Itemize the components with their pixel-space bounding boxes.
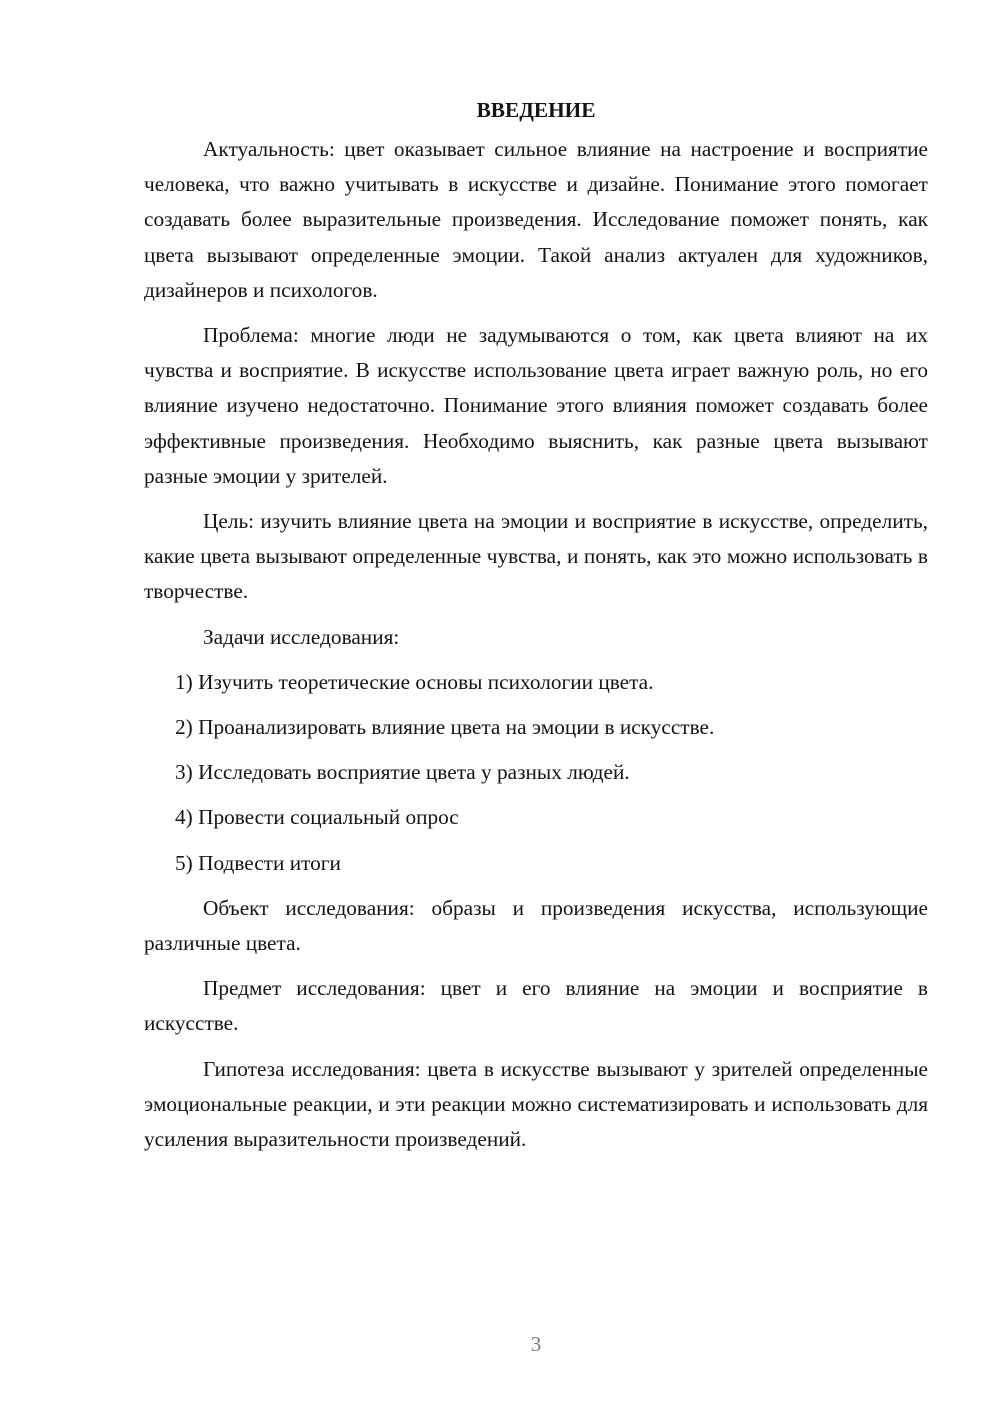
list-item: 4) Провести социальный опрос xyxy=(175,805,459,830)
list-item: 5) Подвести итоги xyxy=(175,850,341,875)
paragraph-relevance: Актуальность: цвет оказывает сильное влияние на настроение и восприятие человека, что важно учитывать в искусстве и дизайне. Понимание этого помогает создавать более выразительные произведения. Исследование поможет понять, как цвета вызывают определенные эмоции. Такой анализ актуален для художников, дизайнеров и психологов. xyxy=(144,137,928,302)
paragraph-object: Объект исследования: образы и произведения искусства, использующие различные цвета. xyxy=(144,895,928,956)
paragraph-hypothesis: Гипотеза исследования: цвета в искусстве вызывают у зрителей определенные эмоциональные реакции, и эти реакции можно систематизировать и использовать для усиления выразительности произведений. xyxy=(144,1056,928,1152)
list-item: 1) Изучить теоретические основы психологии цвета. xyxy=(175,669,654,694)
list-item: 3) Исследовать восприятие цвета у разных людей. xyxy=(175,760,630,785)
page-number: 3 xyxy=(530,1332,542,1356)
paragraph-problem: Проблема: многие люди не задумываются о том, как цвета влияют на их чувства и восприятие. В искусстве использование цвета играет важную роль, но его влияние изучено недостаточно. Понимание этого влияния поможет создавать более эффективные произведения. Необходимо выяснить, как разные цвета вызывают разные эмоции у зрителей. xyxy=(144,323,928,488)
tasks-intro: Задачи исследования: xyxy=(203,624,400,649)
paragraph-subject: Предмет исследования: цвет и его влияние на эмоции и восприятие в искусстве. xyxy=(144,976,928,1036)
list-item: 2) Проанализировать влияние цвета на эмоции в искусстве. xyxy=(175,715,715,740)
section-heading: ВВЕДЕНИЕ xyxy=(476,98,596,122)
paragraph-goal: Цель: изучить влияние цвета на эмоции и восприятие в искусстве, определить, какие цвета вызывают определенные чувства, и понять, как это можно использовать в творчестве. xyxy=(144,509,928,604)
tasks-list xyxy=(144,665,928,881)
page-content xyxy=(144,92,928,1157)
